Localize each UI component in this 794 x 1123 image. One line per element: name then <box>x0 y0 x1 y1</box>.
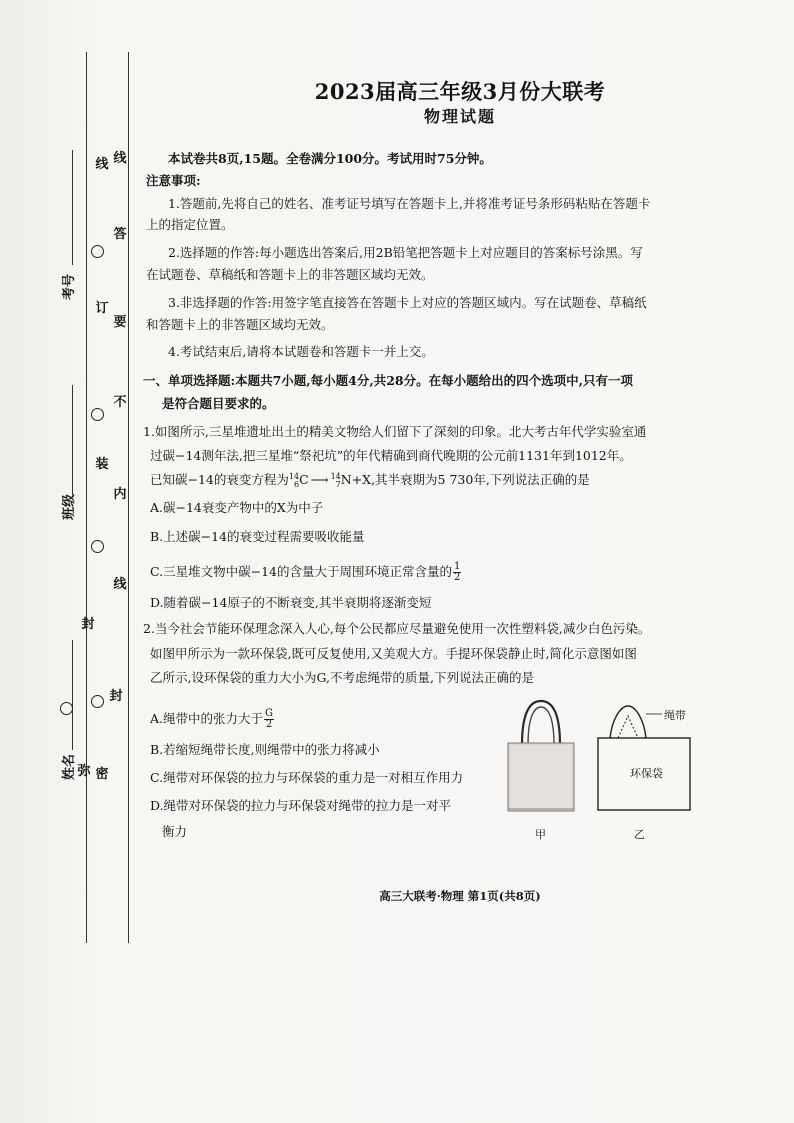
xingming-line <box>72 640 73 750</box>
notice-1: 1.答题前,先将自己的姓名、准考证号填写在答题卡上,并将准考证号条形码粘贴在答题卡 <box>168 196 651 211</box>
margin-rule-outer <box>86 52 87 943</box>
fig-yi-label: 乙 <box>634 828 645 841</box>
q2-line3: 乙所示,设环保袋的重力大小为G,不考虑绳带的质量,下列说法正确的是 <box>150 670 534 685</box>
q2-option-b: B.若缩短绳带长度,则绳带中的张力将减小 <box>150 742 380 757</box>
banji-line <box>72 385 73 495</box>
binding-circle <box>60 702 73 715</box>
q2-line1: 2.当今社会节能环保理念深入人心,每个公民都应尽量避免使用一次性塑料袋,减少白色污染。 <box>143 621 651 636</box>
notice-1b: 上的指定位置。 <box>146 217 234 232</box>
section1-title: 一、单项选择题:本题共7小题,每小题4分,共28分。在每小题给出的四个选项中,只有一项 <box>143 373 633 388</box>
equation: 14 6 C ⟶ 14 7 N+X <box>288 471 372 489</box>
notice-2b: 在试题卷、草稿纸和答题卡上的非答题区域均无效。 <box>146 267 434 282</box>
kaohao-label: 考号 <box>62 273 77 300</box>
q1-line3 <box>150 471 590 489</box>
binding-circle <box>91 540 104 553</box>
fraction-half: $\frac{1}{2}$ <box>453 561 461 583</box>
fraction-g-half: $\frac{G}{2}$ <box>265 708 274 730</box>
q1-line3-a: 已知碳−14的衰变方程为 <box>150 472 289 487</box>
exam-subtitle: 物理试题 <box>423 107 496 126</box>
tote-bag-photo <box>500 697 582 817</box>
outer-xian: 线 <box>95 157 109 172</box>
rope-label: 绳带 <box>664 709 686 722</box>
intro-line: 本试卷共8页,15题。全卷满分100分。考试用时75分钟。 <box>168 151 492 166</box>
section1-title-2: 是符合题目要求的。 <box>162 396 275 411</box>
notice-2: 2.选择题的作答:每小题选出答案后,用2B铅笔把答题卡上对应题目的答案标号涂黑。写 <box>168 245 643 260</box>
q1-option-b: B.上述碳−14的衰变过程需要吸收能量 <box>150 529 365 544</box>
outer-mi-1: 弥 <box>77 764 91 779</box>
q1-line3-b: ,其半衰期为5 730年,下列说法正确的是 <box>371 472 590 487</box>
binding-circle <box>91 695 104 708</box>
inner-xian-2: 线 <box>113 577 127 592</box>
banji-label: 班级 <box>62 493 77 520</box>
inner-da: 答 <box>113 227 127 242</box>
q1-option-d: D.随着碳−14原子的不断衰变,其半衰期将逐渐变短 <box>150 595 432 610</box>
exam-title: 2023届高三年级3月份大联考 <box>314 79 606 104</box>
notice-4: 4.考试结束后,请将本试题卷和答题卡一并上交。 <box>168 344 434 359</box>
binding-circle <box>91 408 104 421</box>
outer-feng-2: 封 <box>109 689 123 704</box>
q1-line1: 1.如图所示,三星堆遗址出土的精美文物给人们留下了深刻的印象。北大考古年代学实验室通 <box>143 424 647 439</box>
notice-3: 3.非选择题的作答:用签字笔直接答在答题卡上对应的答题区域内。写在试题卷、草稿纸 <box>168 295 647 310</box>
q1-option-c: C.三星堆文物中碳−14的含量大于周围环境正常含量的 $\frac{1}{2}$ <box>150 561 461 583</box>
inner-xian: 线 <box>113 151 127 166</box>
notice-3b: 和答题卡上的非答题区域均无效。 <box>146 317 334 332</box>
binding-circle <box>91 245 104 258</box>
outer-zhuang: 装 <box>95 457 109 472</box>
q2-option-d-2: 衡力 <box>162 824 188 839</box>
inner-nei: 内 <box>113 487 127 502</box>
inner-bu: 不 <box>113 395 127 410</box>
notice-title: 注意事项: <box>146 173 201 188</box>
q2-option-c: C.绳带对环保袋的拉力与环保袋的重力是一对相互作用力 <box>150 770 464 785</box>
outer-ding: 订 <box>95 301 109 316</box>
fig-jia-label: 甲 <box>535 828 546 841</box>
q2-line2: 如图甲所示为一款环保袋,既可反复使用,又美观大方。手提环保袋静止时,简化示意图如图 <box>150 646 637 661</box>
outer-mi-2: 密 <box>95 767 109 782</box>
q1-option-a: A.碳−14衰变产物中的X为中子 <box>150 500 324 515</box>
page-footer: 高三大联考·物理 第1页(共8页) <box>379 889 541 903</box>
q2-option-a: A.绳带中的张力大于 $\frac{G}{2}$ <box>150 708 274 730</box>
kaohao-line <box>72 150 73 265</box>
q1-line2: 过碳−14测年法,把三星堆“祭祀坑”的年代精确到商代晚期的公元前1131年到1012年。 <box>150 448 632 463</box>
inner-yao: 要 <box>113 315 127 330</box>
outer-feng: 封 <box>81 617 95 632</box>
xingming-label: 姓名 <box>62 753 77 780</box>
q2-option-d: D.绳带对环保袋的拉力与环保袋对绳带的拉力是一对平 <box>150 798 452 813</box>
bag-label: 环保袋 <box>630 767 663 780</box>
